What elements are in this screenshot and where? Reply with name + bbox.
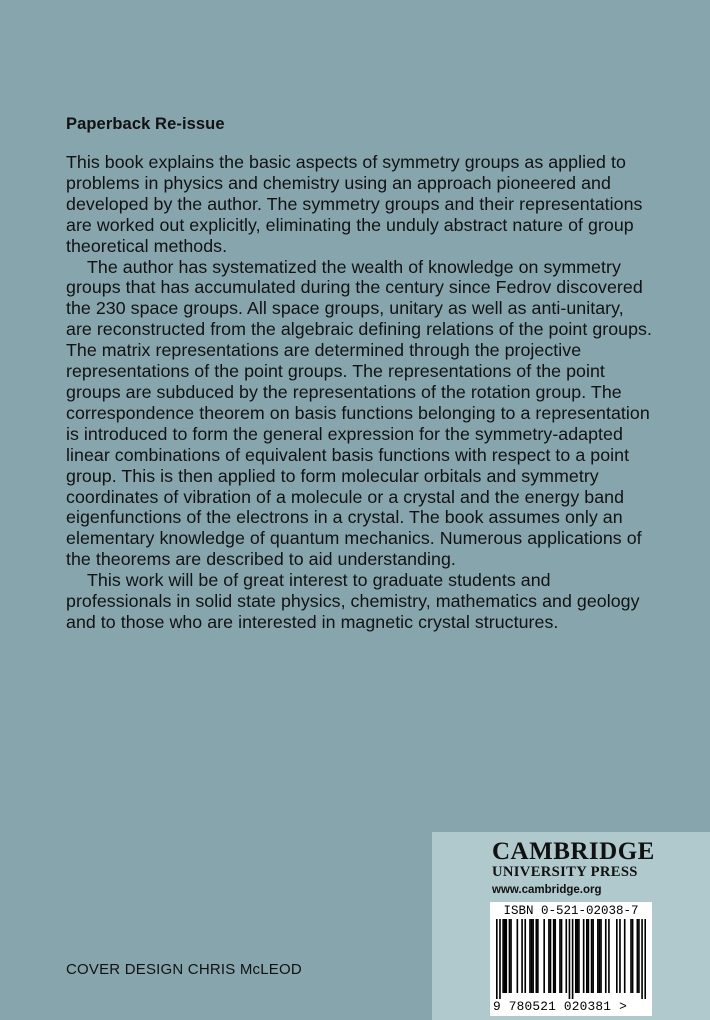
barcode-bar — [529, 919, 531, 993]
barcode-bar — [509, 919, 511, 993]
barcode-bar — [524, 919, 526, 993]
publisher-name: CAMBRIDGE — [492, 838, 655, 865]
barcode-bar — [565, 919, 567, 993]
isbn-number: ISBN 0-521-02038-7 — [503, 904, 639, 918]
ean-digits: 9 780521 020381 > — [493, 999, 627, 1014]
barcode-bar — [517, 919, 519, 993]
barcode-bar — [583, 919, 585, 993]
barcode-icon — [496, 919, 646, 999]
barcode-bar — [624, 919, 626, 993]
barcode-bar — [548, 919, 550, 993]
barcode-bar — [496, 919, 498, 999]
barcode-bar — [559, 919, 561, 993]
barcode-bar — [644, 919, 646, 999]
barcode-bar — [505, 919, 507, 993]
barcode-bar — [597, 919, 599, 993]
barcode-label — [490, 902, 652, 1016]
barcode-bar — [578, 919, 580, 993]
barcode-bar — [504, 919, 506, 993]
barcode-bar — [532, 919, 534, 993]
barcode-bar — [608, 919, 610, 993]
barcode-bar — [575, 919, 577, 993]
barcode-bar — [569, 919, 571, 999]
barcode-bar — [531, 919, 533, 993]
barcode-bar — [535, 919, 537, 993]
barcode-bar — [591, 919, 593, 993]
barcode-bar — [586, 919, 588, 993]
barcode-bar — [616, 919, 618, 993]
barcode-bar — [577, 919, 579, 993]
barcode-bar — [630, 919, 632, 993]
reissue-heading: Paperback Re-issue — [66, 115, 225, 133]
cover-design-credit: COVER DESIGN CHRIS McLEOD — [66, 961, 302, 978]
barcode-bar — [521, 919, 523, 993]
barcode-bar — [632, 919, 634, 993]
barcode-bar — [543, 919, 545, 993]
barcode-bar — [592, 919, 594, 993]
description-paragraph-3: This work will be of great interest to graduate students and professionals in solid state physics, chemistry, mathematics and geology and to those who are interested in magnetic crystal structures. — [66, 570, 640, 632]
publisher-panel — [432, 832, 710, 1020]
barcode-bar — [502, 919, 504, 993]
barcode-bar — [499, 919, 501, 999]
barcode-bar — [619, 919, 621, 993]
barcode-bar — [605, 919, 607, 993]
barcode-bar — [561, 919, 563, 993]
publisher-subname: UNIVERSITY PRESS — [492, 864, 638, 880]
barcode-bar — [599, 919, 601, 993]
barcode-bar — [550, 919, 552, 993]
description-paragraph-1: This book explains the basic aspects of symmetry groups as applied to problems in physics and chemistry using an approach pioneered and developed by the author. The symmetry groups and their representations are worked out explicitly, eliminating the unduly abstract nature of group theoretical methods. — [66, 152, 643, 256]
barcode-bar — [537, 919, 539, 993]
description-paragraph-2: The author has systematized the wealth of knowledge on symmetry groups that has accumulated during the century since Fedrov discovered the 230 space groups. All space groups, unitary as well as anti-unitary, are reconstructed from the algebraic defining relations of the point groups. The matrix representations are determined through the projective representations of the point groups. The representations of the point groups are subduced by the representations of the rotation group. The correspondence theorem on basis functions belonging to a representation is introduced to form the general expression for the symmetry-adapted linear combinations of equivalent basis functions with respect to a point group. This is then applied to form molecular orbitals and symmetry coordinates of vibration of a molecule or a crystal and the energy band eigenfunctions of the electrons in a crystal. The book assumes only an elementary knowledge of quantum mechanics. Numerous applications of the theorems are described to aid understanding. — [66, 256, 652, 570]
barcode-bar — [510, 919, 512, 993]
book-description — [66, 152, 652, 633]
barcode-bar — [637, 919, 639, 993]
barcode-bar — [600, 919, 602, 993]
barcode-bar — [588, 919, 590, 993]
barcode-bar — [572, 919, 574, 999]
barcode-bar — [553, 919, 555, 993]
publisher-url: www.cambridge.org — [492, 884, 602, 896]
barcode-bar — [554, 919, 556, 993]
barcode-bar — [641, 919, 643, 999]
barcode-bar — [638, 919, 640, 993]
